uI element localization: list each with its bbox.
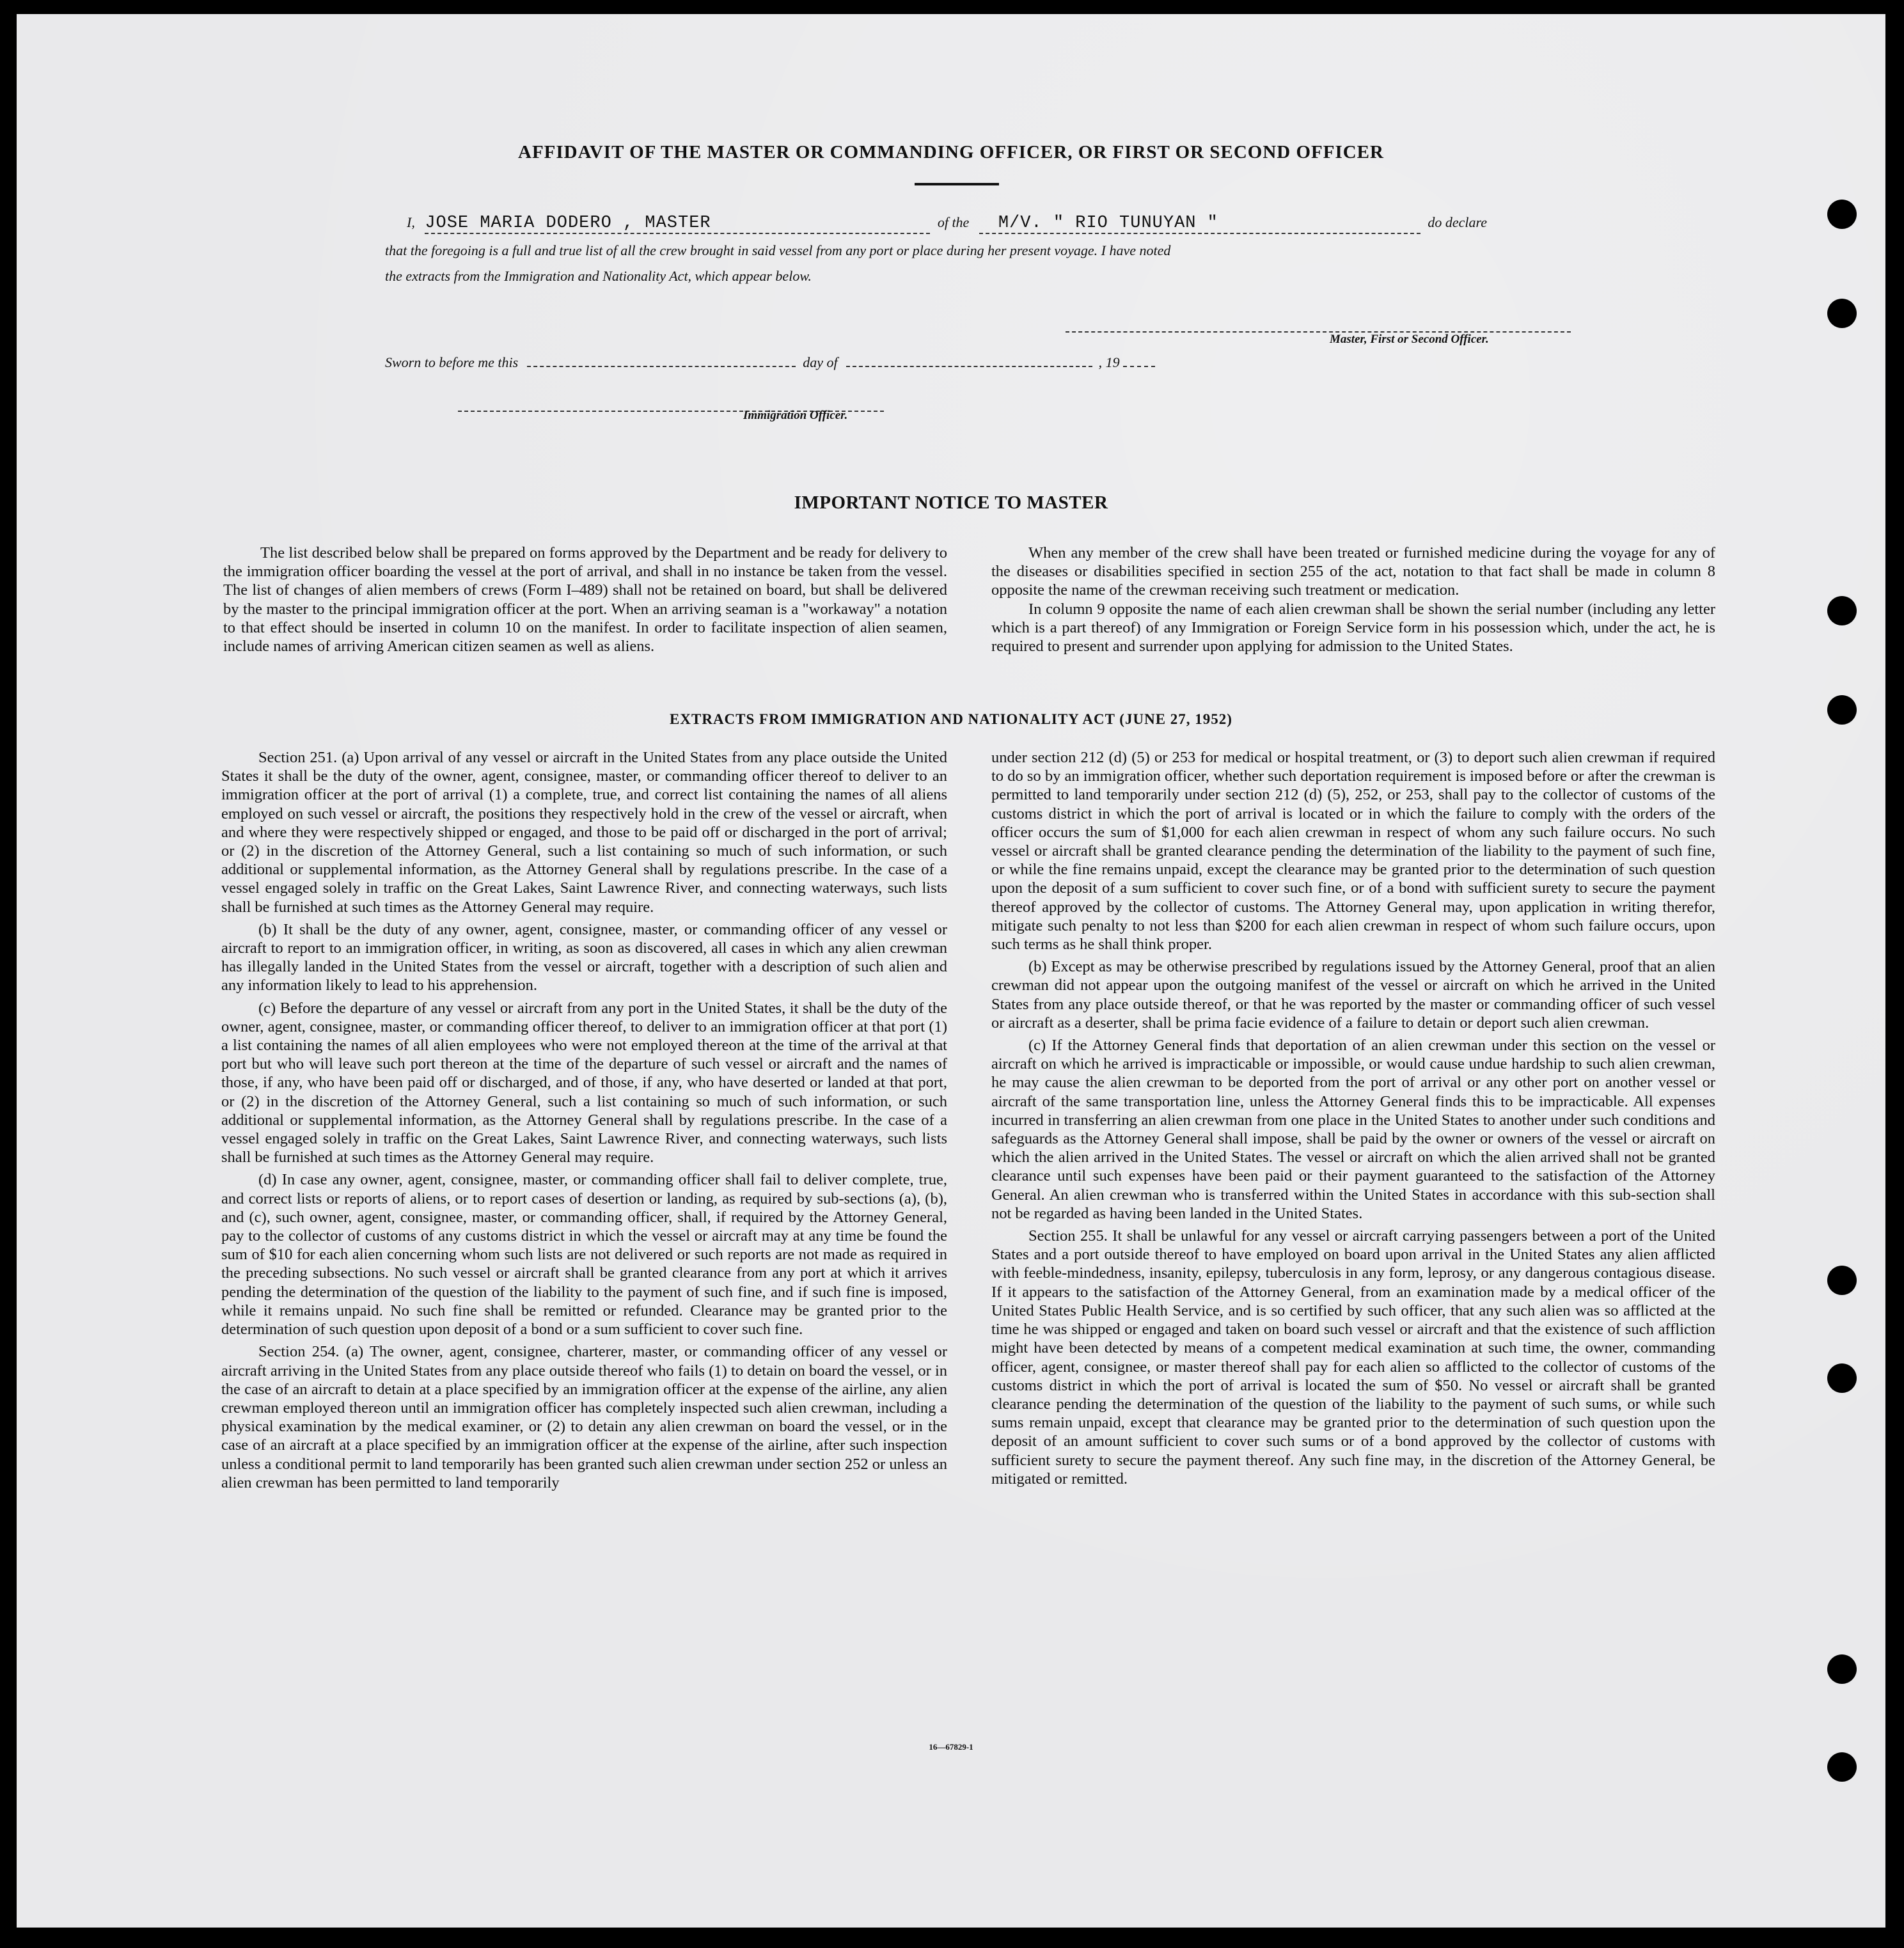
extract-paragraph: (b) It shall be the duty of any owner, agent, consignee, master, or commanding officer of any vessel or aircraft to report to an immigration officer, in writing, as soon as discovered, all cases in which any alien crewman has illegally landed in the United States from the vessel or aircraft, together with a description of such alien and any information likely to lead to his apprehension. [221,920,947,994]
notice-left-paragraph: The list described below shall be prepared on forms approved by the Department and be ready for delivery to the immigration officer boarding the vessel at the port of arrival, and shall in no instance be taken from the vessel. The list of changes of alien members of crews (Form I–489) shall not be retained on board, but shall be delivered by the master to the principal immigration officer at the port. When an arriving seaman is a "workaway" a notation to that effect should be inserted in column 10 on the manifest. In order to facilitate inspection of alien seamen, include names of arriving American citizen seamen as well as aliens. [223,544,947,656]
extract-paragraph: Section 254. (a) The owner, agent, consignee, charterer, master, or commanding officer of any vessel or aircraft arriving in the United States from any place outside thereof who fails (1) to detain on board the vessel, or in the case of an aircraft to detain at a place specified by an immigration officer at the expense of the airline, any alien crewman employed thereon until an immigration officer has completely inspected such alien crewman, including a physical examination by the medical examiner, or (2) to detain any alien crewman on board the vessel, or in the case of an aircraft at a place specified by an immigration officer at the expense of the airline, after such inspection unless a conditional permit to land temporarily has been granted such alien crewman under section 252 or unless an alien crewman has been permitted to land temporarily [221,1343,947,1491]
extract-paragraph: (b) Except as may be otherwise prescribed by regulations issued by the Attorney General, proof that an alien crewman did not appear upon the outgoing manifest of the vessel or aircraft on which he arrived in the United States from any place outside thereof, or that he was reported by the master or commanding officer of such vessel or aircraft as a deserter, shall be prima facie evidence of a failure to detain or deport such alien crewman. [991,958,1715,1032]
extract-paragraph: under section 212 (d) (5) or 253 for medical or hospital treatment, or (3) to deport such alien crewman if required to do so by an immigration officer, whether such deportation requirement is imposed before or after the crewman is permitted to land temporarily under section 212 (d) (5), 252, or 253, shall pay to the collector of customs of the customs district in which the port of arrival is located or in which the failure to comply with the orders of the officer occurs the sum of $1,000 for each alien crewman in respect of whom any such failure occurs. No such vessel or aircraft shall be granted clearance pending the determination of the liability to the payment of such fine, or while the fine remains unpaid, except the clearance may be granted prior to the determination of such question upon the deposit of a sum sufficient to cover such fine, or of a bond with sufficient surety to secure the payment thereof approved by the collector of customs. The Attorney General may, upon application in writing therefor, mitigate such penalty to not less than $200 for each alien crewman in respect of whom such failure occurs, upon such terms as he shall think proper. [991,749,1715,954]
punch-hole [1827,1266,1857,1295]
extracts-right-column [991,748,1715,1488]
extract-paragraph: Section 251. (a) Upon arrival of any vessel or aircraft in the United States from any place outside the United States it shall be the duty of the owner, agent, consignee, master, or commanding officer thereof to deliver to an immigration officer at the port of arrival (1) a complete, true, and correct list containing the names of all aliens employed on such vessel or aircraft, the positions they respectively hold in the crew of the vessel or aircraft, when and where they were respectively shipped or engaged, and those to be paid off or discharged in the port of arrival; or (2) in the discretion of the Attorney General, such a list containing so much of such information, or such additional or supplemental information, as the Attorney General shall by regulations prescribe. In the case of a vessel engaged solely in traffic on the Great Lakes, Saint Lawrence River, and connecting waterways, such lists shall be furnished at such times as the Attorney General may require. [221,749,947,916]
sworn-year-field [1123,366,1155,367]
master-signature-caption: Master, First or Second Officer. [1330,333,1489,346]
punch-hole [1827,1363,1857,1393]
do-declare-label: do declare [1428,214,1487,230]
sworn-day-field [527,366,796,367]
extracts-title: EXTRACTS FROM IMMIGRATION AND NATIONALITY ACT (JUNE 27, 1952) [670,711,1232,727]
notice-right-column [991,544,1715,656]
notice-right-paragraph-1: When any member of the crew shall have been treated or furnished medicine during the voyage for any of the diseases or disabilities specified in section 255 of the act, notation to that fact shall be made in column 8 opposite the name of the crewman receiving such treatment or medication. [991,544,1715,599]
extracts-left-column [221,748,947,1492]
sworn-line [385,354,1155,371]
master-name: JOSE MARIA DODERO , MASTER [425,214,711,233]
punch-hole [1827,1752,1857,1782]
master-name-field [425,214,930,234]
day-of-label: day of [803,354,838,370]
declaration-line-2: that the foregoing is a full and true list of all the crew brought in said vessel from any port or place during her present voyage. I have noted [385,242,1171,258]
vessel-name: M/V. " RIO TUNUYAN " [998,214,1218,233]
vessel-name-field [979,214,1420,234]
sworn-prefix: Sworn to before me this [385,354,519,370]
extract-paragraph: Section 255. It shall be unlawful for any vessel or aircraft carrying passengers between a port of the United States and a port outside thereof to have employed on board upon arrival in the United States any alien afflicted with feeble-mindedness, insanity, epilepsy, tuberculosis in any form, leprosy, or any dangerous contagious disease. If it appears to the satisfaction of the Attorney General, from an examination made by a medical officer of the United States Public Health Service, and is so certified by such officer, that any such alien was so afflicted at the time he was shipped or engaged and taken on board such vessel or aircraft and that the existence of such affliction might have been detected by means of a competent medical examination at such time, the owner, commanding officer, agent, consignee, or master thereof shall pay for each alien so afflicted to the collector of customs of the customs district in which the port of arrival is located the sum of $50. No vessel or aircraft shall be granted clearance pending the determination of the question of the liability to the payment of such sums, or while such sums remain unpaid, except that clearance may be granted prior to the determination of such question upon the deposit of an amount sufficient to cover such sums or of a bond approved by the collector of customs with sufficient surety to secure the payment thereof. Any such fine may, in the discretion of the Attorney General, be mitigated or remitted. [991,1227,1715,1488]
declaration-prefix: I, [407,214,415,230]
sworn-month-field [846,366,1092,367]
master-signature-line [1066,320,1571,336]
notice-left-column [223,544,947,656]
declaration-line-3: the extracts from the Immigration and Nationality Act, which appear below. [385,268,812,284]
extract-paragraph: (d) In case any owner, agent, consignee, master, or commanding officer shall fail to deliver complete, true, and correct lists or reports of aliens, or to report cases of desertion or landing, as required by sub-sections (a), (b), and (c), such owner, agent, consignee, master, or commanding officer, shall, if required by the Attorney General, pay to the collector of customs of any customs district in which the vessel or aircraft may at any time be found the sum of $10 for each alien concerning whom such lists are not delivered or such reports are not made as required in the preceding subsections. No such vessel or aircraft shall be granted clearance from any port at which it arrives pending the determination of the question of the liability to the payment of such fine, and if such fine is imposed, while it remains unpaid. No such fine shall be remitted or refunded. Clearance may be granted prior to the determination of such question upon deposit of a bond or a sum sufficient to cover such fine. [221,1171,947,1339]
affidavit-title: AFFIDAVIT OF THE MASTER OR COMMANDING OFFICER, OR FIRST OR SECOND OFFICER [518,142,1384,162]
notice-right-paragraph-2: In column 9 opposite the name of each alien crewman shall be shown the serial number (including any letter which is a part thereof) of any Immigration or Foreign Service form in his possession which, under the act, he is required to present and surrender upon applying for admission to the United States. [991,600,1715,656]
punch-hole [1827,596,1857,625]
title-rule [915,183,999,185]
notice-title: IMPORTANT NOTICE TO MASTER [794,492,1108,513]
punch-hole [1827,1654,1857,1684]
of-the-label: of the [937,214,970,230]
punch-hole [1827,299,1857,328]
year-prefix: , 19 [1098,354,1120,370]
extract-paragraph: (c) If the Attorney General finds that deportation of an alien crewman under this section on the vessel or aircraft on which he arrived is impracticable or impossible, or would cause undue hardship to such alien crewman, he may cause the alien crewman to be deported from the port of arrival or any other port on another vessel or aircraft of the same transportation line, unless the Attorney General finds this to be impracticable. All expenses incurred in transferring an alien crewman from one place in the United States to another under such conditions and safeguards as the Attorney General shall impose, shall be paid by the owner or owners of the vessel or aircraft on which the alien arrived in the United States. The vessel or aircraft on which the alien arrived shall not be granted clearance until such expenses have been paid or their payment guaranteed to the satisfaction of the Attorney General. An alien crewman who is transferred within the United States in accordance with this sub-section shall not be regarded as having been landed in the United States. [991,1037,1715,1222]
officer-signature-caption: Immigration Officer. [743,409,848,422]
form-number: 16—67829-1 [929,1742,973,1752]
extract-paragraph: (c) Before the departure of any vessel or aircraft from any port in the United States, it shall be the duty of the owner, agent, consignee, master, or commanding officer thereof, to deliver to an immigration officer at that port (1) a list containing the names of all alien employees who were not employed thereon at the time of the arrival at that port but who will leave such port thereon at the time of the departure of such vessel or aircraft and the names of those, if any, who have been paid off or discharged, and of those, if any, who have deserted or landed at that port, or (2) in the discretion of the Attorney General, such a list containing so much of such information, or such additional or supplemental information, as the Attorney General shall by regulations prescribe. In the case of a vessel engaged solely in traffic on the Great Lakes, Saint Lawrence River, and connecting waterways, such lists shall be furnished at such times as the Attorney General may require. [221,999,947,1166]
declaration-line-1 [407,214,1571,234]
document-page [17,14,1885,1928]
punch-hole [1827,200,1857,229]
